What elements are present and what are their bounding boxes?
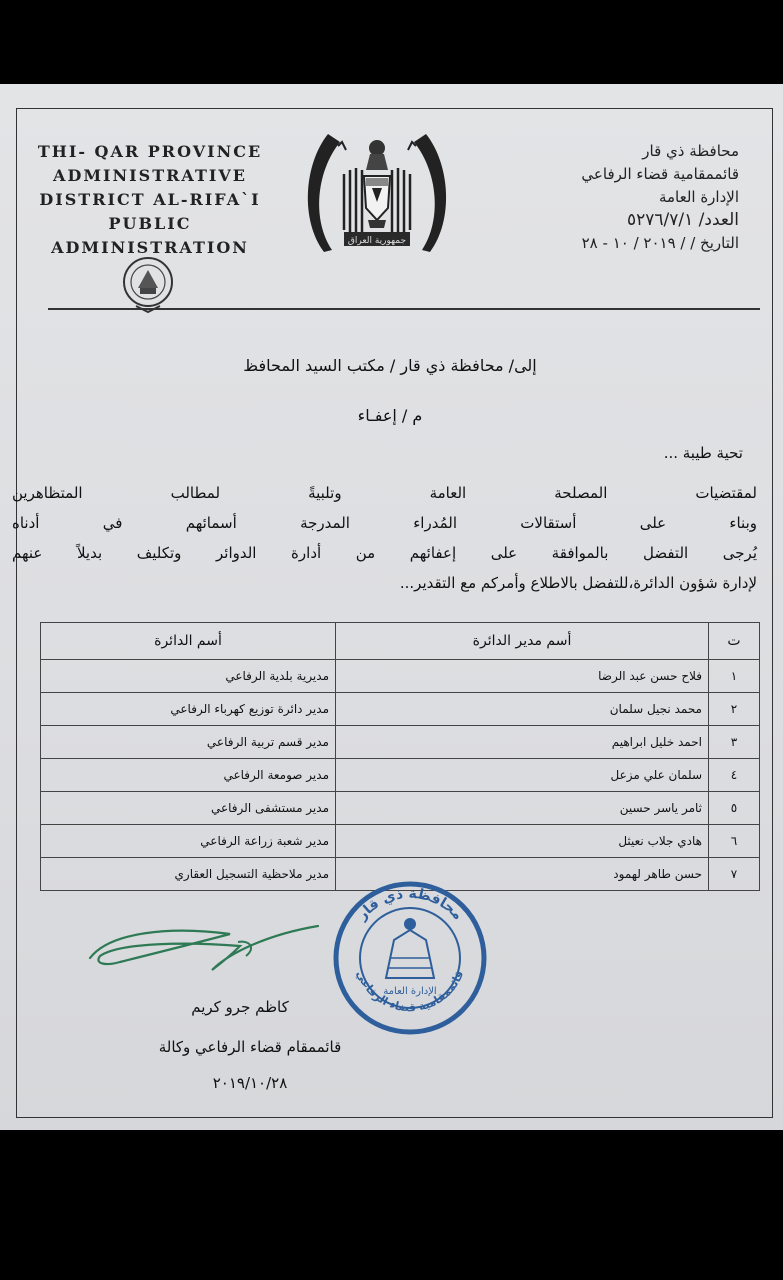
letterhead-ar-line: الإدارة العامة	[658, 188, 739, 206]
row-department: مدير قسم تربية الرفاعي	[41, 726, 336, 759]
body-line: يُرجى التفضل بالموافقة على إعفائهم من أدارة الدوائر وتكليف بديلاً عنهم	[12, 544, 757, 562]
signature-date: ٢٠١٩/١٠/٢٨	[212, 1074, 288, 1092]
signer-title: قائممقام قضاء الرفاعي وكالة	[158, 1038, 342, 1056]
letterhead-en-line: DISTRICT AL-RIFA`I	[39, 190, 261, 209]
body-line: لإدارة شؤون الدائرة،للتفضل بالاطلاع وأمركم مع التقدير...	[399, 574, 757, 592]
row-num: ٣	[709, 726, 760, 759]
table-row	[41, 759, 760, 792]
stamp-inner-text: الإدارة العامة	[383, 986, 437, 997]
letterhead-ar-line: محافظة ذي قار	[642, 142, 739, 160]
letterhead-en-line: THI- QAR PROVINCE	[37, 142, 263, 161]
body-line: وبناء على أستقالات المُدراء المدرجة أسمائهم في أدناه	[12, 514, 757, 532]
letterhead-ar-line: قائممقامية قضاء الرفاعي	[581, 165, 739, 183]
letterhead-en-line: ADMINISTRATION	[51, 238, 249, 257]
row-director-name: حسن طاهر لهمود	[336, 858, 709, 891]
addressee: إلى/ محافظة ذي قار / مكتب السيد المحافظ	[243, 356, 537, 375]
greeting: تحية طيبة ...	[663, 444, 743, 462]
header-department: أسم الدائرة	[41, 623, 336, 660]
row-director-name: احمد خليل ابراهيم	[336, 726, 709, 759]
row-department: مدير دائرة توزيع كهرباء الرفاعي	[41, 693, 336, 726]
table-header-row	[41, 623, 760, 660]
row-department: مدير مستشفى الرفاعي	[41, 792, 336, 825]
header-director-name: أسم مدير الدائرة	[336, 623, 709, 660]
signer-name: كاظم جرو كريم	[191, 998, 289, 1016]
stamp-bottom-text: قائممقامية قضاء الرفاعي	[353, 968, 467, 1015]
iraq-eagle-emblem-icon	[284, 124, 470, 258]
row-department: مدير ملاحظية التسجيل العقاري	[41, 858, 336, 891]
row-num: ١	[709, 660, 760, 693]
stamp-top-text: محافظة ذي قار	[354, 885, 466, 924]
row-num: ٥	[709, 792, 760, 825]
row-director-name: محمد نجيل سلمان	[336, 693, 709, 726]
row-director-name: هادي جلاب نعيثل	[336, 825, 709, 858]
row-director-name: ثامر ياسر حسين	[336, 792, 709, 825]
row-director-name: فلاح حسن عبد الرضا	[336, 660, 709, 693]
table-row	[41, 726, 760, 759]
row-director-name: سلمان علي مزعل	[336, 759, 709, 792]
table-row	[41, 792, 760, 825]
table-row	[41, 825, 760, 858]
english-letterhead	[30, 140, 270, 260]
table-row	[41, 693, 760, 726]
subject-line: م / إعفـاء	[357, 406, 423, 425]
row-num: ٧	[709, 858, 760, 891]
letterhead-en-line: ADMINISTRATIVE	[53, 166, 247, 185]
row-num: ٢	[709, 693, 760, 726]
row-department: مدير صومعة الرفاعي	[41, 759, 336, 792]
directors-table	[40, 622, 760, 891]
arabic-letterhead	[489, 140, 739, 255]
body-line: لمقتضيات المصلحة العامة وتلبيةً لمطالب المتظاهرين	[12, 484, 757, 502]
document-date: التاريخ / / ٢٠١٩ / ١٠ - ٢٨	[581, 234, 739, 252]
row-num: ٤	[709, 759, 760, 792]
table-row	[41, 660, 760, 693]
header-num: ت	[709, 623, 760, 660]
header-divider	[48, 308, 760, 310]
district-seal-icon	[120, 254, 176, 314]
reference-number: العدد/ ٥٢٧٦/٧/١	[627, 210, 739, 230]
handwritten-signature-icon	[80, 912, 330, 982]
row-department: مديرية بلدية الرفاعي	[41, 660, 336, 693]
emblem-caption: جمهورية العراق	[347, 236, 407, 246]
letter-body	[12, 478, 757, 598]
row-num: ٦	[709, 825, 760, 858]
letterhead-en-line: PUBLIC	[108, 214, 192, 233]
document-page	[0, 84, 783, 1130]
row-department: مدير شعبة زراعة الرفاعي	[41, 825, 336, 858]
